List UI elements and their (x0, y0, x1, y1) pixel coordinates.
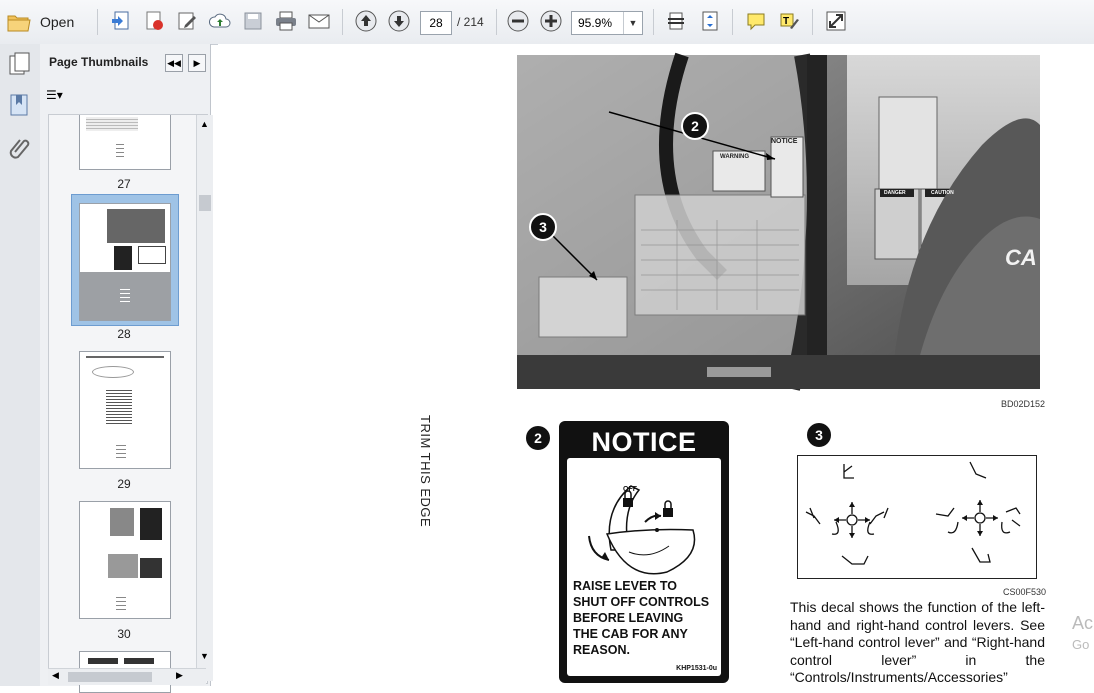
thumbnail-label: 28 (117, 327, 131, 341)
thumbnail-label: 27 (117, 177, 131, 191)
cloud-upload-icon (208, 10, 232, 32)
chevron-right-icon[interactable]: ▶ (176, 670, 183, 680)
comment-icon (745, 10, 767, 32)
bookmarks-tab[interactable] (7, 92, 33, 118)
navigation-rail (0, 44, 41, 686)
attachments-tab[interactable] (7, 134, 33, 160)
thumb-content (92, 366, 134, 378)
next-page-button[interactable] (386, 8, 412, 34)
activation-watermark (1072, 612, 1093, 656)
email-button[interactable] (306, 8, 332, 34)
thumb-content (110, 508, 134, 536)
fit-page-button[interactable] (697, 8, 723, 34)
thumbnail-page-29[interactable] (79, 351, 171, 469)
edit-button[interactable] (174, 8, 200, 34)
open-label: Open (40, 14, 75, 30)
save-button[interactable] (240, 8, 266, 34)
pages-icon (7, 51, 33, 77)
thumb-content (124, 658, 154, 664)
notice-heading: NOTICE (591, 427, 697, 457)
photo-warning-label: WARNING (720, 154, 749, 160)
document-view[interactable] (218, 44, 1094, 686)
panel-title: Page Thumbnails (49, 55, 149, 69)
thumb-notice (114, 246, 132, 270)
zoom-out-button[interactable] (505, 8, 531, 34)
panel-menu-button[interactable] (188, 54, 206, 72)
create-pdf-button[interactable] (108, 8, 134, 34)
full-screen-button[interactable] (823, 8, 849, 34)
folder-icon (6, 11, 32, 33)
thumbnail-options-button[interactable] (46, 88, 72, 106)
separator (496, 9, 497, 35)
photo-danger-label: DANGER (884, 190, 906, 196)
photo-notice-label: NOTICE (771, 138, 798, 145)
notice-text: RAISE LEVER TO SHUT OFF CONTROLS BEFORE LEAVING THE CAB FOR ANY REASON. (573, 579, 710, 657)
horizontal-scrollbar[interactable] (48, 668, 206, 685)
thumbnail-label: 29 (117, 477, 131, 491)
off-label: OFF (623, 486, 637, 493)
thumb-decal (138, 246, 166, 264)
separator (653, 9, 654, 35)
watermark-line-2: Go (1072, 637, 1090, 652)
thumb-photo (107, 209, 165, 243)
control-pattern-decal (797, 455, 1037, 579)
fit-page-icon (699, 10, 721, 32)
separator (732, 9, 733, 35)
panel-header (40, 44, 210, 78)
comment-button[interactable] (743, 8, 769, 34)
thumbnails-panel (40, 44, 211, 686)
print-button[interactable] (273, 8, 299, 34)
thumb-content (108, 554, 138, 578)
thumb-content (106, 388, 132, 424)
callout-2: 2 (524, 424, 552, 452)
lever-illustration (567, 458, 721, 576)
chevron-down-icon[interactable]: ▼ (200, 651, 209, 661)
chevron-left-icon[interactable]: ◀ (52, 670, 59, 680)
photo-caption: BD02D152 (1001, 399, 1046, 409)
separator (342, 9, 343, 35)
callout-3: 3 (805, 421, 833, 449)
thumbnail-page-27[interactable] (79, 115, 171, 170)
convert-icon (143, 10, 165, 32)
thumb-content (116, 442, 126, 458)
collapse-panel-button[interactable] (165, 54, 183, 72)
thumb-content (120, 286, 130, 304)
thumbnail-label: 30 (117, 627, 131, 641)
thumb-content (88, 658, 118, 664)
fit-width-icon (665, 10, 687, 32)
scrollbar-thumb[interactable] (68, 672, 152, 682)
zoom-select[interactable] (571, 11, 643, 35)
notice-body (567, 458, 721, 676)
trim-edge-label: TRIM THIS EDGE (418, 415, 433, 528)
control-pattern-graphic (798, 456, 1036, 578)
chevron-right-icon: ▶ (193, 57, 201, 68)
watermark-line-1: Ac (1072, 613, 1094, 633)
plus-icon (540, 10, 562, 32)
printer-icon (274, 10, 298, 32)
decal-description: This decal shows the function of the left-hand and right-hand control levers. See “Left-hand control lever” and “Right-hand control lever” in the “Controls/Instruments/Accessories” (790, 599, 1045, 685)
thumb-content (86, 356, 164, 358)
chevron-down-icon[interactable]: ▼ (623, 12, 642, 34)
fit-width-button[interactable] (663, 8, 689, 34)
thumb-content (116, 594, 126, 610)
photo-caution-label: CAUTION (931, 190, 954, 196)
paperclip-icon (7, 134, 33, 160)
thumb-notice (140, 508, 162, 540)
previous-page-button[interactable] (353, 8, 379, 34)
highlight-text-icon (778, 10, 800, 32)
thumbnail-page-30[interactable] (79, 501, 171, 619)
decal-caption: CS00F530 (1003, 587, 1047, 597)
save-icon (242, 10, 264, 32)
arrow-down-icon (388, 10, 410, 32)
double-chevron-left-icon: ◀◀ (167, 57, 181, 68)
bookmark-icon (7, 92, 33, 118)
thumb-content (140, 558, 162, 578)
minus-icon (507, 10, 529, 32)
notice-decal (559, 421, 729, 683)
thumb-content (86, 117, 138, 131)
thumbnail-page-28[interactable] (79, 203, 171, 321)
toolbar (0, 0, 1094, 45)
page-thumbnails-tab[interactable] (7, 51, 33, 77)
notice-code: KHP1531-0u (676, 665, 717, 672)
edit-icon (176, 10, 198, 32)
separator (97, 9, 98, 35)
convert-button[interactable] (141, 8, 167, 34)
separator (812, 9, 813, 35)
envelope-icon (307, 10, 331, 32)
photo-callout-3: 3 (529, 213, 557, 241)
cab-photo-graphic (517, 55, 1040, 389)
options-icon: ☰▾ (46, 88, 63, 102)
page-total: / 214 (457, 15, 484, 29)
upload-button[interactable] (207, 8, 233, 34)
thumb-content (116, 141, 124, 159)
create-pdf-icon (110, 10, 132, 32)
photo-callout-2: 2 (681, 112, 709, 140)
open-button[interactable] (6, 8, 74, 36)
arrow-up-icon (355, 10, 377, 32)
highlight-button[interactable] (776, 8, 802, 34)
expand-icon (825, 10, 847, 32)
thumbnail-list (48, 114, 208, 684)
brand-logo: CA (1005, 245, 1037, 270)
zoom-in-button[interactable] (538, 8, 564, 34)
svg-text:T: T (783, 16, 790, 27)
page-number-input[interactable]: 28 (420, 11, 452, 35)
scrollbar-thumb[interactable] (199, 195, 211, 211)
cab-photo (517, 55, 1040, 389)
zoom-value: 95.9% (578, 16, 613, 30)
chevron-up-icon[interactable]: ▲ (200, 119, 209, 129)
thumbnail-scrollbar[interactable] (196, 115, 213, 681)
